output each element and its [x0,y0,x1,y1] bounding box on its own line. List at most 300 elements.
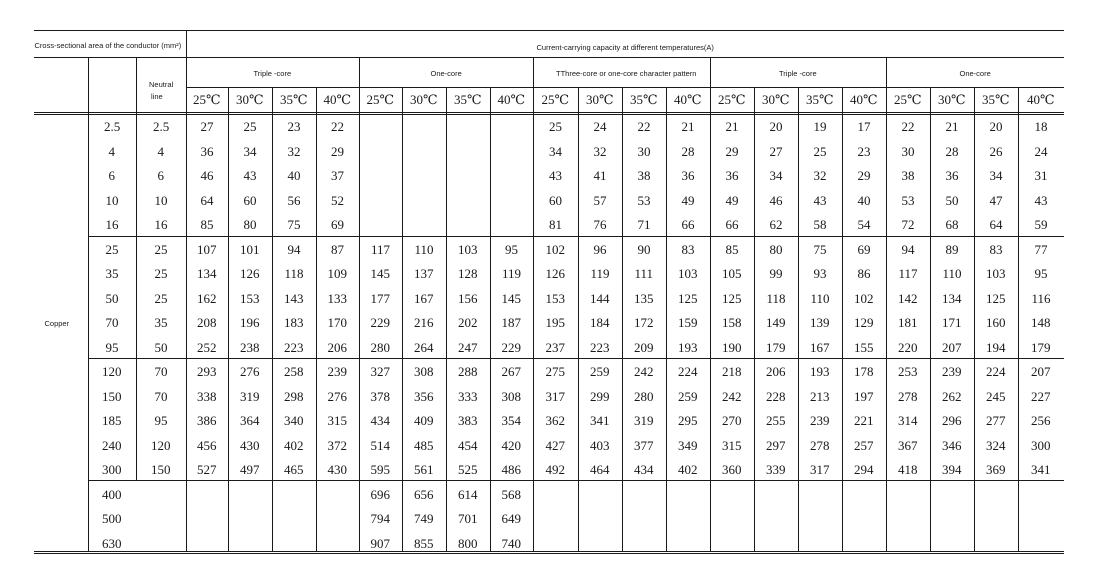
capacity-cell: 110 [414,241,434,257]
neutral-cell: 6 [157,168,164,183]
capacity-cell: 277 [986,413,1006,428]
capacity-cell: 28 [945,143,959,159]
capacity-cell: 125 [986,290,1006,306]
neutral-cell: 25 [154,241,168,257]
capacity-cell: 295 [678,413,698,428]
capacity-cell: 17 [857,119,871,134]
capacity-cell: 315 [722,437,742,453]
capacity-cell: 193 [810,364,830,379]
capacity-cell: 239 [327,364,347,379]
capacity-cell: 102 [545,241,565,257]
capacity-cell: 103 [986,266,1006,281]
capacity-cell: 80 [769,241,783,257]
capacity-cell: 125 [722,290,742,306]
temperature-column-divider [974,87,975,551]
group-divider [886,57,887,551]
capacity-cell: 34 [549,143,562,159]
capacity-cell: 360 [722,462,742,477]
area-cell: 120 [102,364,122,379]
temperature-column-divider [930,87,931,551]
capacity-cell: 237 [545,339,565,355]
capacity-cell: 125 [678,290,698,306]
capacity-cell: 22 [637,119,651,134]
capacity-cell: 221 [854,413,874,428]
group-header: One-core [430,68,462,78]
capacity-cell: 38 [637,168,651,183]
area-cell: 50 [105,290,119,306]
capacity-cell: 223 [284,339,304,355]
capacity-cell: 317 [545,388,565,404]
area-cell: 500 [102,511,122,526]
capacity-cell: 454 [458,437,478,453]
capacity-cell: 238 [240,339,260,355]
capacity-cell: 49 [681,192,695,208]
capacity-cell: 383 [458,413,478,428]
temperature-header: 40℃ [850,92,878,107]
capacity-cell: 148 [1031,315,1051,330]
capacity-cell: 64 [200,192,214,208]
temperature-header: 40℃ [674,92,702,107]
capacity-cell: 288 [458,364,478,379]
capacity-cell: 25 [549,119,562,134]
capacity-cell: 75 [813,241,827,257]
temperature-column-divider [798,87,799,551]
capacity-cell: 486 [501,462,521,477]
group-header: One-core [959,68,991,78]
capacity-cell: 126 [240,266,260,281]
capacity-cell: 740 [501,535,521,551]
capacity-cell: 167 [810,339,830,355]
capacity-cell: 96 [593,241,607,257]
capacity-cell: 262 [942,388,962,404]
capacity-cell: 107 [197,241,217,257]
capacity-cell: 25 [243,119,257,134]
column-divider [186,30,187,551]
capacity-cell: 378 [370,388,390,404]
capacity-cell: 242 [722,388,742,404]
capacity-cell: 354 [501,413,521,428]
capacity-cell: 297 [766,437,786,453]
capacity-cell: 86 [857,266,871,281]
capacity-cell: 430 [240,437,260,453]
capacity-cell: 430 [327,462,347,477]
capacity-cell: 308 [501,388,521,404]
capacity-cell: 21 [725,119,739,134]
capacity-cell: 54 [857,217,871,232]
capacity-cell: 37 [331,168,344,183]
neutral-cell: 50 [154,339,168,355]
capacity-cell: 85 [200,217,214,232]
capacity-cell: 27 [769,143,783,159]
capacity-cell: 314 [898,413,918,428]
group-header-divider [186,87,1064,88]
capacity-cell: 36 [725,168,739,183]
capacity-cell: 299 [590,388,610,404]
temperature-column-divider [578,87,579,551]
capacity-cell: 280 [634,388,654,404]
area-cell: 35 [105,266,119,281]
table-top-border [34,30,1064,31]
capacity-cell: 71 [637,217,651,232]
group-divider [359,57,360,551]
capacity-cell: 53 [901,192,915,208]
capacity-cell: 346 [942,437,962,453]
area-cell: 240 [102,437,122,453]
capacity-cell: 32 [287,143,301,159]
capacity-cell: 36 [945,168,959,183]
capacity-cell: 118 [766,290,786,306]
temperature-header: 40℃ [323,92,352,107]
temperature-column-divider [842,87,843,551]
capacity-cell: 239 [810,413,830,428]
capacity-cell: 298 [284,388,304,404]
capacity-cell: 49 [725,192,739,208]
capacity-cell: 696 [370,486,390,502]
temperature-column-divider [490,87,491,551]
temperature-header: 30℃ [762,92,790,107]
capacity-cell: 60 [243,192,257,208]
capacity-cell: 38 [901,168,915,183]
capacity-cell: 43 [1034,192,1048,208]
capacity-cell: 367 [898,437,918,453]
capacity-cell: 377 [634,437,654,453]
capacity-cell: 420 [501,437,521,453]
capacity-cell: 855 [414,535,434,551]
capacity-cell: 497 [240,462,260,477]
capacity-cell: 372 [327,437,347,453]
capacity-cell: 59 [1034,217,1048,232]
capacity-cell: 595 [370,462,390,477]
capacity-cell: 134 [197,266,217,281]
capacity-cell: 76 [593,217,607,232]
capacity-cell: 21 [945,119,959,134]
capacity-cell: 109 [327,266,347,281]
capacity-cell: 171 [942,315,962,330]
capacity-cell: 30 [637,143,651,159]
capacity-cell: 256 [1031,413,1051,428]
capacity-cell: 228 [766,388,786,404]
capacity-cell: 229 [370,315,390,330]
capacity-cell: 253 [898,364,918,379]
cross-section-header: Cross-sectional area of the conductor (mm²) [34,40,182,50]
temperature-column-divider [446,87,447,551]
capacity-cell: 525 [458,462,478,477]
capacity-cell: 319 [240,388,260,404]
column-divider [88,57,89,551]
capacity-cell: 239 [942,364,962,379]
capacity-cell: 40 [287,168,301,183]
capacity-cell: 294 [854,462,874,477]
neutral-cell: 70 [154,364,168,379]
temperature-column-divider [754,87,755,551]
capacity-cell: 40 [857,192,871,208]
capacity-cell: 153 [240,290,260,306]
capacity-cell: 20 [769,119,783,134]
area-cell: 6 [108,168,115,183]
capacity-cell: 133 [327,290,347,306]
capacity-cell: 83 [681,241,695,257]
capacity-cell: 340 [284,413,304,428]
capacity-cell: 156 [458,290,478,306]
capacity-cell: 276 [240,364,260,379]
capacity-cell: 110 [942,266,962,281]
capacity-cell: 259 [678,388,698,404]
capacity-cell: 18 [1034,119,1048,134]
capacity-cell: 167 [414,290,434,306]
capacity-cell: 324 [986,437,1006,453]
capacity-cell: 224 [986,364,1006,379]
capacity-cell: 218 [722,364,742,379]
capacity-cell: 196 [240,315,260,330]
capacity-cell: 264 [414,339,434,355]
capacity-cell: 46 [200,168,214,183]
capacity-cell: 280 [370,339,390,355]
temperature-header: 40℃ [1027,92,1055,107]
capacity-cell: 24 [1034,143,1048,159]
temperature-column-divider [666,87,667,551]
capacity-cell: 62 [769,217,783,232]
capacity-cell: 434 [634,462,654,477]
temperature-header: 40℃ [497,92,526,107]
capacity-cell: 32 [593,143,607,159]
temperature-header: 30℃ [938,92,966,107]
capacity-cell: 143 [284,290,304,306]
capacity-cell: 614 [458,486,478,502]
capacity-cell: 58 [813,217,827,232]
capacity-cell: 103 [678,266,698,281]
capacity-cell: 220 [898,339,918,355]
capacity-cell: 20 [989,119,1003,134]
capacity-cell: 89 [945,241,959,257]
capacity-cell: 95 [1034,266,1048,281]
capacity-cell: 53 [637,192,651,208]
capacity-cell: 418 [898,462,918,477]
capacity-cell: 69 [331,217,344,232]
temperature-header: 35℃ [280,92,308,107]
capacity-cell: 137 [414,266,434,281]
capacity-cell: 179 [1031,339,1051,355]
capacity-cell: 341 [1031,462,1051,477]
neutral-cell: 35 [154,315,168,330]
capacity-cell: 434 [370,413,390,428]
temperature-column-divider [272,87,273,551]
capacity-cell: 110 [810,290,830,306]
area-cell: 16 [105,217,119,232]
temperature-column-divider [316,87,317,551]
capacity-cell: 111 [634,266,654,281]
capacity-cell: 72 [901,217,915,232]
capacity-cell: 464 [590,462,610,477]
capacity-cell: 338 [197,388,217,404]
capacity-header: Current-carrying capacity at different temperatures(A) [536,42,714,52]
capacity-cell: 32 [813,168,827,183]
capacity-cell: 242 [634,364,654,379]
capacity-cell: 117 [371,241,391,257]
capacity-cell: 56 [287,192,301,208]
capacity-cell: 178 [854,364,874,379]
capacity-cell: 36 [681,168,695,183]
capacity-cell: 160 [986,315,1006,330]
capacity-cell: 101 [240,241,260,257]
capacity-cell: 275 [545,364,565,379]
capacity-cell: 135 [634,290,654,306]
capacity-cell: 170 [327,315,347,330]
capacity-cell: 81 [549,217,562,232]
neutral-cell: 25 [154,266,168,281]
capacity-cell: 85 [725,241,739,257]
group-divider [533,57,534,551]
neutral-header: Neutral [149,79,174,89]
capacity-cell: 257 [854,437,874,453]
capacity-cell: 162 [197,290,217,306]
neutral-cell: 150 [151,462,171,477]
capacity-cell: 134 [942,290,962,306]
table-bottom-border [34,551,1064,552]
temperature-header: 25℃ [894,92,922,107]
group-header: TThree-core or one-core character pattern [556,68,697,78]
capacity-cell: 202 [458,315,478,330]
neutral-cell: 2.5 [153,119,170,134]
capacity-cell: 216 [414,315,434,330]
capacity-cell: 293 [197,364,217,379]
header-bottom-rule [34,114,1064,115]
capacity-cell: 77 [1034,241,1048,257]
capacity-cell: 300 [1031,437,1051,453]
material-label: Copper [44,318,70,328]
capacity-cell: 87 [331,241,344,257]
section-divider [88,236,1064,237]
capacity-cell: 197 [854,388,874,404]
capacity-cell: 172 [634,315,654,330]
section-divider [88,480,1064,481]
capacity-cell: 179 [766,339,786,355]
area-cell: 150 [102,388,122,404]
area-cell: 400 [102,486,122,502]
capacity-cell: 315 [327,413,347,428]
capacity-cell: 129 [854,315,874,330]
neutral-cell: 95 [154,413,168,428]
capacity-cell: 80 [243,217,257,232]
capacity-cell: 296 [942,413,962,428]
capacity-cell: 229 [501,339,521,355]
temperature-header: 35℃ [806,92,834,107]
capacity-cell: 126 [545,266,565,281]
capacity-cell: 25 [813,143,827,159]
capacity-cell: 190 [722,339,742,355]
capacity-cell: 403 [590,437,610,453]
capacity-cell: 465 [284,462,304,477]
capacity-cell: 794 [370,511,390,526]
temperature-column-divider [402,87,403,551]
capacity-cell: 34 [243,143,257,159]
capacity-cell: 206 [766,364,786,379]
capacity-cell: 36 [200,143,214,159]
capacity-cell: 29 [857,168,871,183]
capacity-cell: 159 [678,315,698,330]
temperature-header: 35℃ [454,92,482,107]
capacity-cell: 183 [284,315,304,330]
capacity-cell: 43 [549,168,562,183]
area-cell: 70 [105,315,119,330]
capacity-cell: 158 [722,315,742,330]
capacity-cell: 207 [1031,364,1051,379]
temperature-header: 25℃ [193,92,221,107]
temperature-header: 25℃ [366,92,395,107]
neutral-cell: 120 [151,437,171,453]
capacity-cell: 64 [989,217,1003,232]
area-cell: 2.5 [104,119,121,134]
capacity-cell: 208 [197,315,217,330]
capacity-cell: 267 [501,364,521,379]
capacity-cell: 341 [590,413,610,428]
capacity-cell: 319 [634,413,654,428]
capacity-cell: 245 [986,388,1006,404]
capacity-cell: 386 [197,413,217,428]
capacity-cell: 105 [722,266,742,281]
capacity-cell: 247 [458,339,478,355]
capacity-cell: 259 [590,364,610,379]
area-cell: 25 [105,241,119,257]
capacity-cell: 362 [545,413,565,428]
temperature-column-divider [1018,87,1019,551]
capacity-cell: 29 [725,143,739,159]
header-bottom-rule [34,112,1064,113]
capacity-cell: 94 [901,241,915,257]
group-divider [710,57,711,551]
capacity-cell: 227 [1031,388,1051,404]
capacity-cell: 317 [810,462,830,477]
neutral-header: line [151,91,163,101]
capacity-cell: 23 [857,143,871,159]
capacity-cell: 224 [678,364,698,379]
capacity-cell: 52 [331,192,344,208]
area-cell: 630 [102,535,122,551]
capacity-cell: 907 [370,535,390,551]
capacity-cell: 99 [769,266,783,281]
capacity-cell: 327 [370,364,390,379]
area-cell: 185 [102,413,122,428]
capacity-cell: 485 [414,437,434,453]
capacity-cell: 749 [414,511,434,526]
capacity-cell: 492 [545,462,565,477]
temperature-column-divider [228,87,229,551]
temperature-header: 30℃ [410,92,438,107]
capacity-cell: 209 [634,339,654,355]
capacity-cell: 184 [590,315,610,330]
section-divider [88,358,1064,359]
capacity-cell: 349 [678,437,698,453]
temperature-column-divider [622,87,623,551]
capacity-cell: 27 [200,119,214,134]
area-cell: 300 [102,462,122,477]
capacity-cell: 278 [810,437,830,453]
capacity-cell: 177 [370,290,390,306]
capacity-cell: 21 [681,119,695,134]
area-cell: 95 [105,339,119,355]
capacity-cell: 276 [327,388,347,404]
capacity-cell: 145 [501,290,521,306]
capacity-cell: 34 [989,168,1003,183]
capacity-cell: 102 [854,290,874,306]
capacity-cell: 207 [942,339,962,355]
capacity-cell: 31 [1034,168,1048,183]
capacity-cell: 568 [501,486,521,502]
capacity-cell: 68 [945,217,959,232]
neutral-cell: 4 [157,143,164,159]
capacity-cell: 514 [370,437,390,453]
capacity-cell: 103 [458,241,478,257]
capacity-cell: 181 [898,315,918,330]
